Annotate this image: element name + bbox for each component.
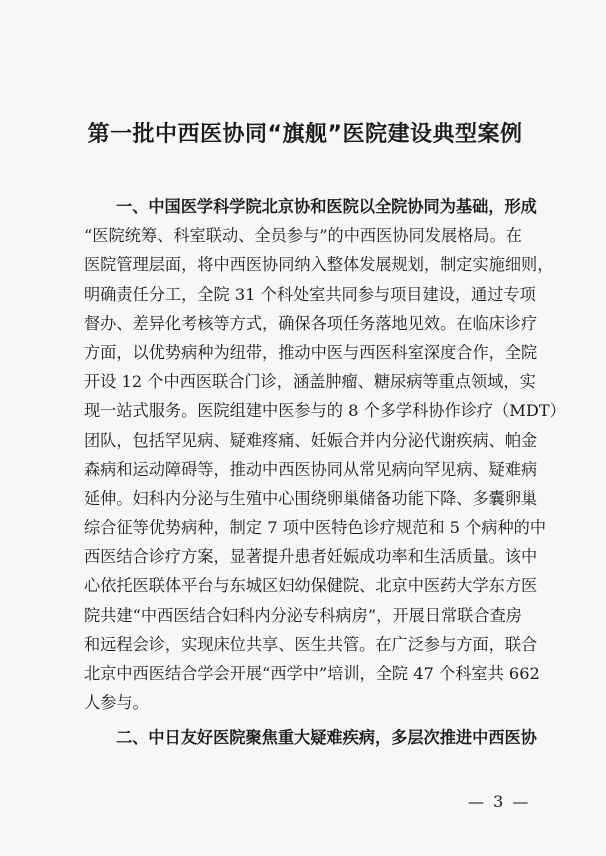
paragraph-line: 开设 12 个中西医联合门诊，涵盖肿瘤、糖尿病等重点领域，实: [84, 372, 536, 392]
paragraph-line: 医院管理层面，将中西医协同纳入整体发展规划，制定实施细则，: [84, 255, 554, 275]
paragraph-line: 西医结合诊疗方案，显著提升患者妊娠成功率和生活质量。该中: [84, 547, 538, 567]
paragraph-line: “医院统筹、科室联动、全员参与”的中西医协同发展格局。在: [84, 226, 522, 246]
document-body: [84, 192, 566, 753]
paragraph-line: 方面，以优势病种为纽带，推动中医与西医科室深度合作，全院: [84, 342, 538, 362]
paragraph-line: 和远程会诊，实现床位共享、医生共管。在广泛参与方面，联合: [84, 634, 538, 654]
paragraph-line: 人参与。: [84, 693, 149, 713]
paragraph-line: 院共建“中西医结合妇科内分泌专科病房”，开展日常联合查房: [84, 605, 522, 625]
paragraph-line: 森病和运动障碍等，推动中西医协同从常见病向罕见病、疑难病: [84, 459, 538, 479]
page-number: — 3 —: [468, 792, 531, 811]
paragraph-line: 综合征等优势病种，制定 7 项中医特色诊疗规范和 5 个病种的中: [84, 518, 547, 538]
paragraph-line: 心依托医联体平台与东城区妇幼保健院、北京中医药大学东方医: [84, 576, 538, 596]
document-title: 第一批中西医协同“旗舰”医院建设典型案例: [87, 122, 523, 147]
paragraph-line: 督办、差异化考核等方式，确保各项任务落地见效。在临床诊疗: [84, 313, 538, 333]
paragraph-line: 北京中西医结合学会开展“西学中”培训，全院 47 个科室共 662: [84, 664, 540, 683]
paragraph-line: 延伸。妇科内分泌与生殖中心围绕卵巢储备功能下降、多囊卵巢: [84, 488, 538, 508]
paragraph-line: 明确责任分工，全院 31 个科处室共同参与项目建设，通过专项: [84, 284, 536, 304]
section-heading-line: 二、中日友好医院聚焦重大疑难疾病，多层次推进中西医协: [116, 728, 537, 748]
paragraph-line: 一、中国医学科学院北京协和医院以全院协同为基础，形成: [116, 197, 537, 216]
paragraph-line: 团队，包括罕见病、疑难疼痛、妊娠合并内分泌代谢疾病、帕金: [84, 430, 538, 450]
paragraph-line: 现一站式服务。医院组建中医参与的 8 个多学科协作诊疗（MDT）: [84, 401, 566, 421]
